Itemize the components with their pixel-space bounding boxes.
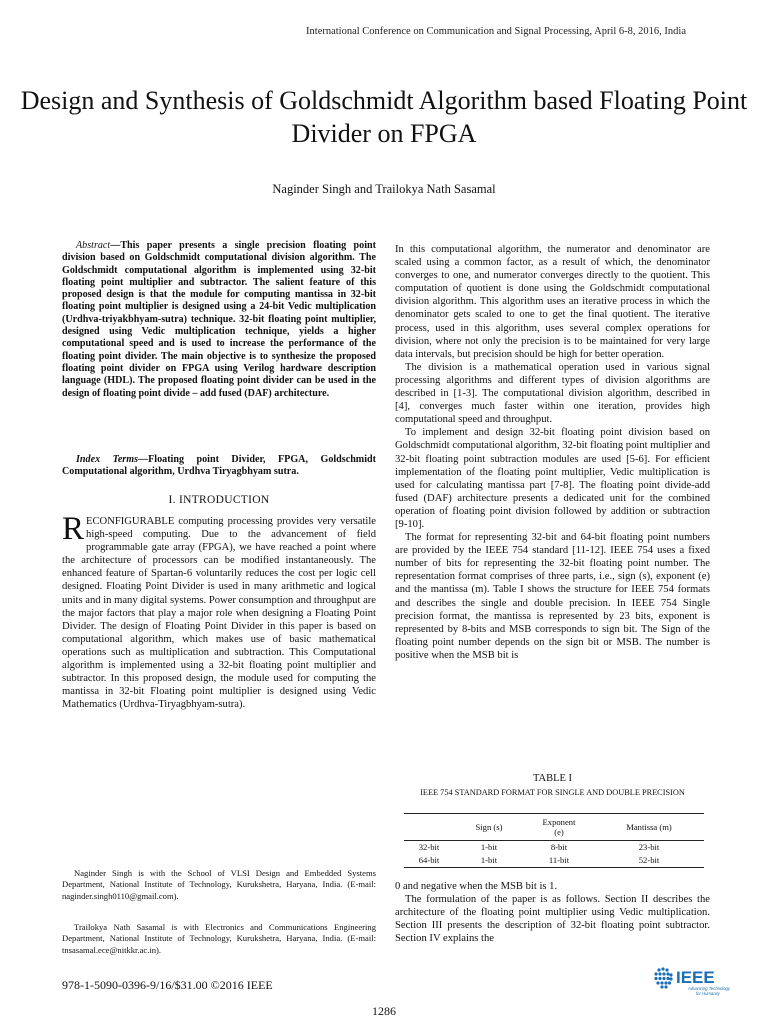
- paragraph: The division is a mathematical operation used in various signal processing algorithms and different types of division algorithms are described in [1-3]. The computational division algorithm, described in [4], converges much faster within one iteration, provides high computational speed and throughput.: [395, 361, 710, 426]
- introduction-paragraph: [62, 511, 376, 711]
- paragraph: The formulation of the paper is as follows. Section II describes the architecture of the floating point multiplier using Vedic multiplication. Section III presents the description of 32-bit floating point subtractor. Section IV explains the: [395, 894, 710, 945]
- index-terms-label: Index Terms: [76, 454, 139, 465]
- index-terms: [62, 454, 376, 479]
- table-subtitle: IEEE 754 STANDARD FORMAT FOR SINGLE AND DOUBLE PRECISION: [420, 788, 685, 797]
- logo-tagline-2: for Humanity: [696, 991, 720, 996]
- paragraph: In this computational algorithm, the numerator and denominator are scaled using a common factor, as a result of which, the denominator converges to one, and numerator converges directly to the quotient. This computation of quotient is done using the Goldschmidt computational division algorithm. This algorithm uses an iterative process in which the denominator gets scaled to one to get the final quotient. The iterative process, used in this algorithm, uses several complex operations for division, where not only the precision is to be maintained for very large data intervals, but precision should be high for better operation.: [395, 244, 710, 360]
- footnote-author-1: Naginder Singh is with the School of VLSI Design and Embedded Systems Department, National Institute of Technology, Kurukshetra, Haryana, India. (E-mail: naginder.singh0110@gmail.com).: [62, 868, 376, 901]
- ieee754-table: [404, 813, 704, 868]
- ieee-logo-icon: [651, 966, 730, 998]
- table-caption: TABLE I: [532, 773, 573, 784]
- table-row: [404, 841, 704, 855]
- table-cell: 23-bit: [638, 842, 660, 852]
- intro-first-word: ECONFIGURABLE: [86, 516, 175, 527]
- table-header-row: [404, 814, 704, 841]
- drop-cap: R: [62, 511, 85, 547]
- exponent-header: Exponent (e): [542, 817, 576, 837]
- paragraph: 0 and negative when the MSB bit is 1.: [395, 881, 558, 892]
- paper-title: Design and Synthesis of Goldschmidt Algorithm based Floating Point Divider on FPGA: [20, 86, 748, 148]
- abstract: [62, 240, 376, 400]
- authors: Naginder Singh and Trailokya Nath Sasamal: [272, 182, 496, 196]
- paragraph: The format for representing 32-bit and 64-bit floating point numbers are provided by the IEEE 754 standard [11-12]. IEEE 754 uses a fixed number of bits for representing the 32-bit floating point number. The representation format comprises of three parts, i.e., sign (s), exponent (e) and the mantissa (m). Table I shows the structure for IEEE 754 formats and describes the single and double precision. In IEEE 754 Single precision format, the mantissa is represented by 23 bits, exponent is represented by 8-bits and MSB corresponds to sign bit. The Sign of the floating point number depends on the sign bit or MSB. The number is positive when the MSB bit is: [395, 532, 710, 661]
- index-terms-text: —Floating point Divider, FPGA, Goldschmidt Computational algorithm, Urdhva Tiryagbhyam sutra.: [62, 454, 376, 478]
- right-column-continued: [395, 880, 710, 945]
- table-cell: 8-bit: [550, 842, 568, 852]
- isbn-copyright: 978-1-5090-0396-9/16/$31.00 ©2016 IEEE: [62, 978, 273, 992]
- abstract-label: Abstract: [76, 240, 111, 251]
- table-header-cell: Mantissa (m): [626, 822, 672, 832]
- table-header-cell: [524, 814, 594, 841]
- table-cell: 52-bit: [638, 855, 660, 865]
- page-number: 1286: [372, 1004, 396, 1018]
- footnote-author-2: Trailokya Nath Sasamal is with Electronics and Communications Engineering Department, National Institute of Technology, Kurukshetra, Haryana, India. (E-mail: tnsasamal.ece@nitkkr.ac.in).: [62, 922, 376, 955]
- table-header-cell: [404, 814, 454, 841]
- table-cell: 11-bit: [548, 855, 570, 865]
- table-cell: 64-bit: [418, 855, 440, 865]
- logo-tagline-1: Advancing Technology: [688, 986, 730, 991]
- section-heading-introduction: I. INTRODUCTION: [168, 494, 270, 506]
- ieee-logo: [651, 966, 730, 998]
- paragraph: To implement and design 32-bit floating point division based on Goldschmidt computational algorithm, 32-bit floating point multiplier and 32-bit floating point subtraction modules are used [5-6]. For efficient implementation of the floating point multiplier, Vedic multiplication is used for calculating mantissa part [7-8]. The floating point divide-add fused (DAF) architecture presents a dedicated unit for the combined operation of floating point division followed by addition or subtraction [9-10].: [395, 427, 710, 530]
- table-cell: 1-bit: [480, 855, 498, 865]
- table-cell: 32-bit: [418, 842, 440, 852]
- logo-wordmark: IEEE: [676, 968, 715, 987]
- table-header-cell: Sign (s): [475, 822, 503, 832]
- conference-header: International Conference on Communication and Signal Processing, April 6-8, 2016, India: [306, 26, 686, 37]
- table-row: [404, 854, 704, 868]
- intro-text: computing processing provides very versatile high-speed computing. Due to the advancement of field programmable gate array (FPGA), we have reached a point where the architecture of processors can be modified instantaneously. The enhanced feature of Spartan-6 voluntarily reduces the cost per logic cell designed. Floating Point Divider is used in many arithmetic and logical units and in many digital systems. Power consumption and throughput are the major factors that play a major role when designing a Floating Point Divider. The design of Floating Point Divider in this paper is based on computational algorithm, which makes use of basic mathematical operations such as multiplication and subtraction. This Computational algorithm is implemented using a 32-bit floating point multiplier and subtractor. In this proposed design, the module used for computing the mantissa in 32-bit Floating point multiplier is designed using Vedic Mathematics (Urdhva-Tiryagbhyam-sutra).: [62, 516, 376, 711]
- table-cell: 1-bit: [480, 842, 498, 852]
- abstract-text: —This paper presents a single precision floating point division based on Goldschmidt computational division algorithm. The Goldschmidt computational algorithm is implemented using 32-bit floating point multiplier and subtractor. The salient feature of this proposed design is that the module for computing mantissa in 32-bit floating point multiplier is designed using a 24-bit Vedic multiplication (Urdhva-triyakbhyam-sutra) technique. 32-bit floating point multiplier, designed using Vedic multiplication technique, yields a higher computational speed and is used to increase the performance of the floating point divider. The main objective is to synthesize the proposed floating point divider on FPGA using Verilog hardware description language (HDL). The proposed floating point divider can be used in the design of floating point divide – add fused (DAF) architecture.: [62, 240, 376, 399]
- right-column-text: [395, 243, 710, 662]
